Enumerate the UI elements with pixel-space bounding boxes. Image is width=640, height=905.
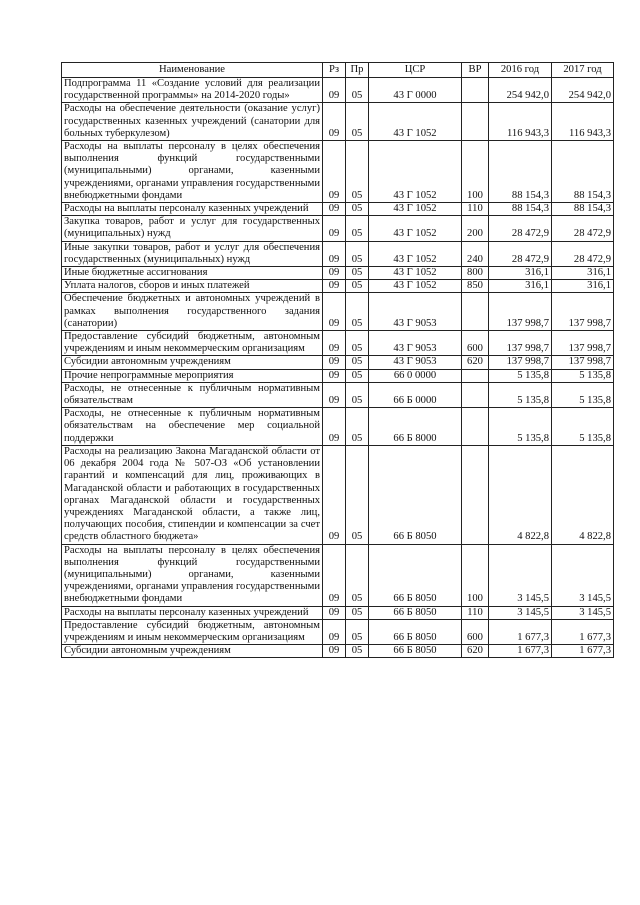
row-csr: 66 Б 8050 <box>369 445 462 544</box>
table-row <box>62 216 614 241</box>
row-vr <box>462 445 489 544</box>
header-name: Наименование <box>62 63 323 78</box>
table-row <box>62 203 614 216</box>
row-vr <box>462 103 489 141</box>
row-rz: 09 <box>323 267 346 280</box>
row-2016: 4 822,8 <box>489 445 552 544</box>
row-name: Предоставление субсидий бюджетным, автономным учреждениям и иным некоммерческим организациям <box>62 619 323 644</box>
row-name: Расходы на выплаты персоналу казенных учреждений <box>62 203 323 216</box>
row-csr: 66 Б 8000 <box>369 408 462 446</box>
row-vr: 110 <box>462 606 489 619</box>
row-vr: 600 <box>462 619 489 644</box>
row-2016: 137 998,7 <box>489 356 552 369</box>
row-2017: 137 998,7 <box>552 356 614 369</box>
row-rz: 09 <box>323 645 346 658</box>
row-pr: 05 <box>346 645 369 658</box>
row-vr: 620 <box>462 645 489 658</box>
row-csr: 66 Б 8050 <box>369 619 462 644</box>
table-row <box>62 141 614 203</box>
row-2017: 137 998,7 <box>552 331 614 356</box>
row-2017: 316,1 <box>552 267 614 280</box>
table-header-row <box>62 63 614 78</box>
row-vr: 200 <box>462 216 489 241</box>
row-2017: 88 154,3 <box>552 141 614 203</box>
row-2017: 137 998,7 <box>552 293 614 331</box>
row-name: Иные закупки товаров, работ и услуг для обеспечения государственных (муниципальных) нужд <box>62 241 323 266</box>
row-rz: 09 <box>323 606 346 619</box>
table-row <box>62 331 614 356</box>
row-name: Расходы на выплаты персоналу в целях обеспечения выполнения функций государственными (муниципальными) органами, казенными учреждениями, органами управления государственными внебюджетными фондами <box>62 544 323 606</box>
row-vr <box>462 78 489 103</box>
header-csr: ЦСР <box>369 63 462 78</box>
row-2017: 316,1 <box>552 280 614 293</box>
row-pr: 05 <box>346 356 369 369</box>
row-2016: 137 998,7 <box>489 331 552 356</box>
row-name: Расходы на реализацию Закона Магаданской области от 06 декабря 2004 года № 507-ОЗ «Об установлении гарантий и компенсаций для лиц, проживающих в Магаданской области и работающих в государственных органах Магаданской области и государственных учреждениях Магаданской области, а также лиц, получающих пособия, стипендии и компенсации за счет средств областного бюджета» <box>62 445 323 544</box>
row-2017: 116 943,3 <box>552 103 614 141</box>
row-rz: 09 <box>323 103 346 141</box>
row-name: Иные бюджетные ассигнования <box>62 267 323 280</box>
row-2016: 116 943,3 <box>489 103 552 141</box>
row-2016: 316,1 <box>489 280 552 293</box>
row-csr: 66 Б 8050 <box>369 606 462 619</box>
row-rz: 09 <box>323 369 346 382</box>
row-2016: 88 154,3 <box>489 203 552 216</box>
row-name: Расходы, не отнесенные к публичным нормативным обязательствам <box>62 382 323 407</box>
row-pr: 05 <box>346 606 369 619</box>
row-name: Субсидии автономным учреждениям <box>62 645 323 658</box>
row-rz: 09 <box>323 78 346 103</box>
row-name: Закупка товаров, работ и услуг для государственных (муниципальных) нужд <box>62 216 323 241</box>
row-vr: 600 <box>462 331 489 356</box>
row-csr: 43 Г 1052 <box>369 216 462 241</box>
table-row <box>62 445 614 544</box>
row-2016: 5 135,8 <box>489 369 552 382</box>
row-2016: 316,1 <box>489 267 552 280</box>
row-csr: 43 Г 1052 <box>369 203 462 216</box>
table-row <box>62 280 614 293</box>
row-name: Предоставление субсидий бюджетным, автономным учреждениям и иным некоммерческим организациям <box>62 331 323 356</box>
row-pr: 05 <box>346 103 369 141</box>
row-2016: 5 135,8 <box>489 382 552 407</box>
row-csr: 43 Г 9053 <box>369 356 462 369</box>
row-rz: 09 <box>323 331 346 356</box>
row-pr: 05 <box>346 141 369 203</box>
row-vr: 110 <box>462 203 489 216</box>
row-2016: 28 472,9 <box>489 216 552 241</box>
row-name: Расходы на выплаты персоналу казенных учреждений <box>62 606 323 619</box>
row-csr: 66 Б 8050 <box>369 544 462 606</box>
row-2016: 28 472,9 <box>489 241 552 266</box>
row-vr: 100 <box>462 141 489 203</box>
row-vr <box>462 408 489 446</box>
header-vr: ВР <box>462 63 489 78</box>
row-2016: 1 677,3 <box>489 645 552 658</box>
row-2016: 254 942,0 <box>489 78 552 103</box>
row-2017: 5 135,8 <box>552 369 614 382</box>
row-csr: 43 Г 1052 <box>369 103 462 141</box>
row-2017: 88 154,3 <box>552 203 614 216</box>
row-2016: 137 998,7 <box>489 293 552 331</box>
row-2017: 4 822,8 <box>552 445 614 544</box>
row-2017: 1 677,3 <box>552 619 614 644</box>
row-csr: 43 Г 0000 <box>369 78 462 103</box>
table-row <box>62 606 614 619</box>
row-rz: 09 <box>323 619 346 644</box>
row-2016: 5 135,8 <box>489 408 552 446</box>
row-pr: 05 <box>346 78 369 103</box>
table-row <box>62 645 614 658</box>
row-name: Расходы на выплаты персоналу в целях обеспечения выполнения функций государственными (муниципальными) органами, казенными учреждениями, органами управления государственными внебюджетными фондами <box>62 141 323 203</box>
row-csr: 43 Г 9053 <box>369 331 462 356</box>
row-csr: 43 Г 1052 <box>369 141 462 203</box>
row-2017: 254 942,0 <box>552 78 614 103</box>
table-row <box>62 369 614 382</box>
row-name: Расходы на обеспечение деятельности (оказание услуг) государственных казенных учреждений (санатории для больных туберкулезом) <box>62 103 323 141</box>
row-csr: 66 0 0000 <box>369 369 462 382</box>
table-row <box>62 382 614 407</box>
table-row <box>62 241 614 266</box>
header-pr: Пр <box>346 63 369 78</box>
row-rz: 09 <box>323 445 346 544</box>
row-pr: 05 <box>346 382 369 407</box>
table-row <box>62 544 614 606</box>
row-csr: 43 Г 1052 <box>369 241 462 266</box>
table-row <box>62 103 614 141</box>
row-rz: 09 <box>323 141 346 203</box>
row-vr: 100 <box>462 544 489 606</box>
row-pr: 05 <box>346 544 369 606</box>
table-row <box>62 408 614 446</box>
row-rz: 09 <box>323 356 346 369</box>
row-rz: 09 <box>323 408 346 446</box>
row-pr: 05 <box>346 445 369 544</box>
row-rz: 09 <box>323 293 346 331</box>
row-name: Расходы, не отнесенные к публичным нормативным обязательствам на обеспечение мер социальной поддержки <box>62 408 323 446</box>
row-rz: 09 <box>323 544 346 606</box>
row-csr: 43 Г 9053 <box>369 293 462 331</box>
row-csr: 43 Г 1052 <box>369 267 462 280</box>
row-pr: 05 <box>346 408 369 446</box>
row-pr: 05 <box>346 619 369 644</box>
row-2017: 28 472,9 <box>552 216 614 241</box>
row-csr: 66 Б 8050 <box>369 645 462 658</box>
row-rz: 09 <box>323 241 346 266</box>
row-rz: 09 <box>323 280 346 293</box>
budget-table <box>61 62 614 658</box>
row-rz: 09 <box>323 216 346 241</box>
row-pr: 05 <box>346 293 369 331</box>
table-row <box>62 267 614 280</box>
row-pr: 05 <box>346 280 369 293</box>
row-pr: 05 <box>346 203 369 216</box>
row-vr: 800 <box>462 267 489 280</box>
row-pr: 05 <box>346 369 369 382</box>
row-2016: 3 145,5 <box>489 606 552 619</box>
row-name: Обеспечение бюджетных и автономных учреждений в рамках выполнения государственного задания (санатории) <box>62 293 323 331</box>
row-pr: 05 <box>346 241 369 266</box>
row-2017: 3 145,5 <box>552 606 614 619</box>
row-2017: 5 135,8 <box>552 408 614 446</box>
header-2016: 2016 год <box>489 63 552 78</box>
row-name: Прочие непрограммные мероприятия <box>62 369 323 382</box>
row-2017: 1 677,3 <box>552 645 614 658</box>
header-2017: 2017 год <box>552 63 614 78</box>
table-row <box>62 619 614 644</box>
row-name: Уплата налогов, сборов и иных платежей <box>62 280 323 293</box>
row-csr: 66 Б 0000 <box>369 382 462 407</box>
row-rz: 09 <box>323 203 346 216</box>
row-pr: 05 <box>346 216 369 241</box>
row-vr <box>462 369 489 382</box>
row-2016: 88 154,3 <box>489 141 552 203</box>
table-row <box>62 293 614 331</box>
row-2017: 5 135,8 <box>552 382 614 407</box>
row-pr: 05 <box>346 267 369 280</box>
table-row <box>62 356 614 369</box>
row-vr: 620 <box>462 356 489 369</box>
row-2016: 3 145,5 <box>489 544 552 606</box>
row-vr <box>462 382 489 407</box>
row-rz: 09 <box>323 382 346 407</box>
table-row <box>62 78 614 103</box>
header-rz: Рз <box>323 63 346 78</box>
row-name: Субсидии автономным учреждениям <box>62 356 323 369</box>
row-2016: 1 677,3 <box>489 619 552 644</box>
row-2017: 28 472,9 <box>552 241 614 266</box>
row-name: Подпрограмма 11 «Создание условий для реализации государственной программы» на 2014-2020 годы» <box>62 78 323 103</box>
row-vr: 240 <box>462 241 489 266</box>
row-vr <box>462 293 489 331</box>
row-vr: 850 <box>462 280 489 293</box>
row-2017: 3 145,5 <box>552 544 614 606</box>
row-csr: 43 Г 1052 <box>369 280 462 293</box>
row-pr: 05 <box>346 331 369 356</box>
